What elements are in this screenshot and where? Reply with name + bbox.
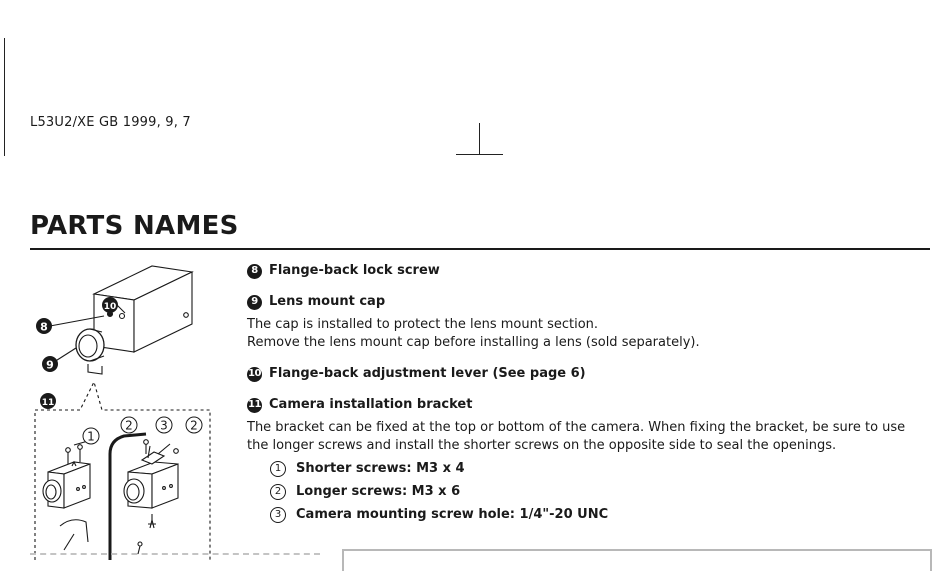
part-flange-back-adjustment-lever [247, 365, 927, 383]
callout-11 [40, 393, 56, 409]
crop-mark-left [4, 38, 5, 156]
bottom-section-rule [30, 553, 320, 555]
part-flange-back-lock-screw [247, 262, 927, 280]
subitem-number: 3 [270, 507, 286, 523]
part-title: Flange-back adjustment lever (See page 6) [269, 366, 586, 381]
crop-mark-center-horizontal [456, 154, 503, 155]
svg-text:8: 8 [40, 320, 48, 334]
part-description-line: The cap is installed to protect the lens mount section. [247, 317, 599, 332]
svg-text:11: 11 [41, 398, 55, 408]
part-number-badge: 9 [247, 295, 262, 310]
svg-text:3: 3 [160, 418, 168, 433]
part-description-line: Remove the lens mount cap before installing a lens (sold separately). [247, 335, 700, 350]
part-number-badge: 10 [247, 367, 262, 382]
callout-8 [36, 318, 52, 334]
part-camera-installation-bracket [247, 396, 927, 524]
inset-callout-3 [156, 417, 172, 433]
part-description [247, 316, 927, 352]
parts-list [247, 262, 927, 537]
callout-9 [42, 356, 58, 372]
header-code: L53U2/XE GB 1999, 9, 7 [30, 115, 191, 130]
subitem-text: Longer screws: M3 x 6 [296, 484, 461, 499]
part-lens-mount-cap [247, 293, 927, 352]
inset-callout-2-left [121, 417, 137, 433]
part-title: Lens mount cap [269, 294, 386, 309]
svg-text:1: 1 [87, 429, 95, 444]
subitem-number: 1 [270, 461, 286, 477]
svg-text:10: 10 [103, 302, 117, 312]
inset-callout-1 [83, 428, 99, 444]
callout-10 [102, 297, 118, 313]
part-number-badge: 8 [247, 264, 262, 279]
svg-text:2: 2 [125, 418, 133, 433]
subitem-text: Shorter screws: M3 x 4 [296, 461, 465, 476]
part-description: The bracket can be fixed at the top or bottom of the camera. When fixing the bracket, be sure to use the longer screws and install the shorter screws on the opposite side to seal the openings. [247, 420, 906, 453]
part-title: Flange-back lock screw [269, 263, 440, 278]
subitem-mounting-hole [247, 506, 927, 524]
svg-text:2: 2 [190, 418, 198, 433]
subitem-text: Camera mounting screw hole: 1/4"-20 UNC [296, 507, 609, 522]
part-heading [247, 293, 927, 311]
subitem-shorter-screws [247, 460, 927, 478]
part-heading [247, 365, 927, 383]
title-rule [30, 248, 930, 250]
part-number-badge: 11 [247, 398, 262, 413]
camera-parts-illustration [30, 258, 230, 560]
svg-text:9: 9 [46, 358, 54, 372]
part-heading [247, 396, 927, 414]
inset-callout-2-right [186, 417, 202, 433]
subitem-number: 2 [270, 484, 286, 500]
part-heading [247, 262, 927, 280]
crop-mark-center-vertical [479, 123, 480, 154]
page-title: PARTS NAMES [30, 211, 239, 241]
part-title: Camera installation bracket [269, 397, 473, 412]
subitem-longer-screws [247, 483, 927, 501]
bottom-note-box [342, 549, 932, 571]
